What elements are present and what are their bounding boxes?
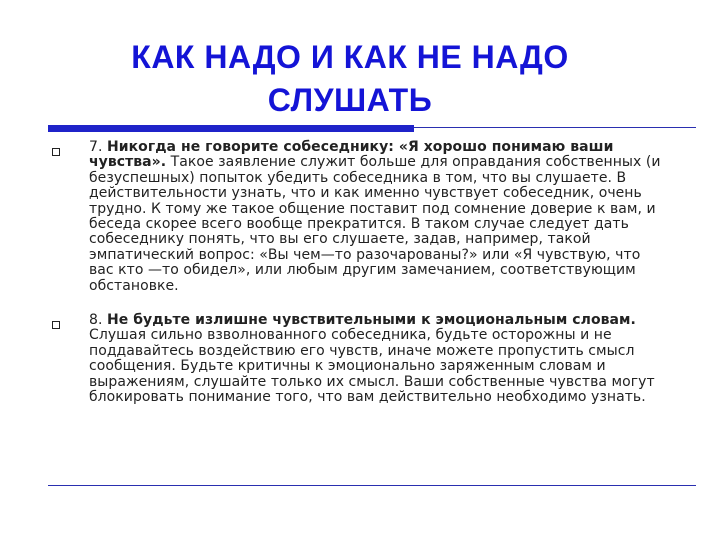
bullet-square-icon	[52, 148, 60, 156]
bullet-square-icon	[52, 321, 60, 329]
list-item-7	[89, 140, 667, 294]
title-underline-thin	[414, 127, 696, 128]
item-heading: Никогда не говорите собеседнику: «Я хорошо понимаю ваши чувства».	[89, 139, 614, 171]
title-line-2: СЛУШАТЬ	[267, 82, 433, 118]
footer-divider	[48, 485, 696, 486]
item-number: 7.	[89, 139, 103, 155]
item-body: Такое заявление служит больше для оправдания собственных (и безуспешных) попыток убедить собеседника в том, что вы слушаете. В действительности узнать, что и как именно чувствует собеседник, очень трудно. К тому же такое общение поставит под сомнение доверие к вам, и беседа скорее всего вообще прекратится. В таком случае следует дать собеседнику понять, что вы его слушаете, задав, например, такой эмпатический вопрос: «Вы чем—то разочарованы?» или «Я чувствую, что вас кто —то обидел», или любым другим замечанием, соответствующим обстановке.	[89, 154, 661, 294]
item-number: 8.	[89, 312, 103, 328]
list-item-8	[89, 313, 667, 405]
slide-title	[70, 36, 630, 122]
title-line-1: КАК НАДО И КАК НЕ НАДО	[131, 39, 569, 75]
title-underline-thick	[48, 125, 414, 132]
item-body: Слушая сильно взволнованного собеседника, будьте осторожны и не поддавайтесь воздействию его чувств, иначе можете пропустить смысл сообщения. Будьте критичны к эмоционально заряженным словам и выражениям, слушайте только их смысл. Ваши собственные чувства могут блокировать понимание того, что вам действительно необходимо узнать.	[89, 327, 655, 406]
item-heading: Не будьте излишне чувствительными к эмоциональным словам.	[106, 312, 636, 328]
